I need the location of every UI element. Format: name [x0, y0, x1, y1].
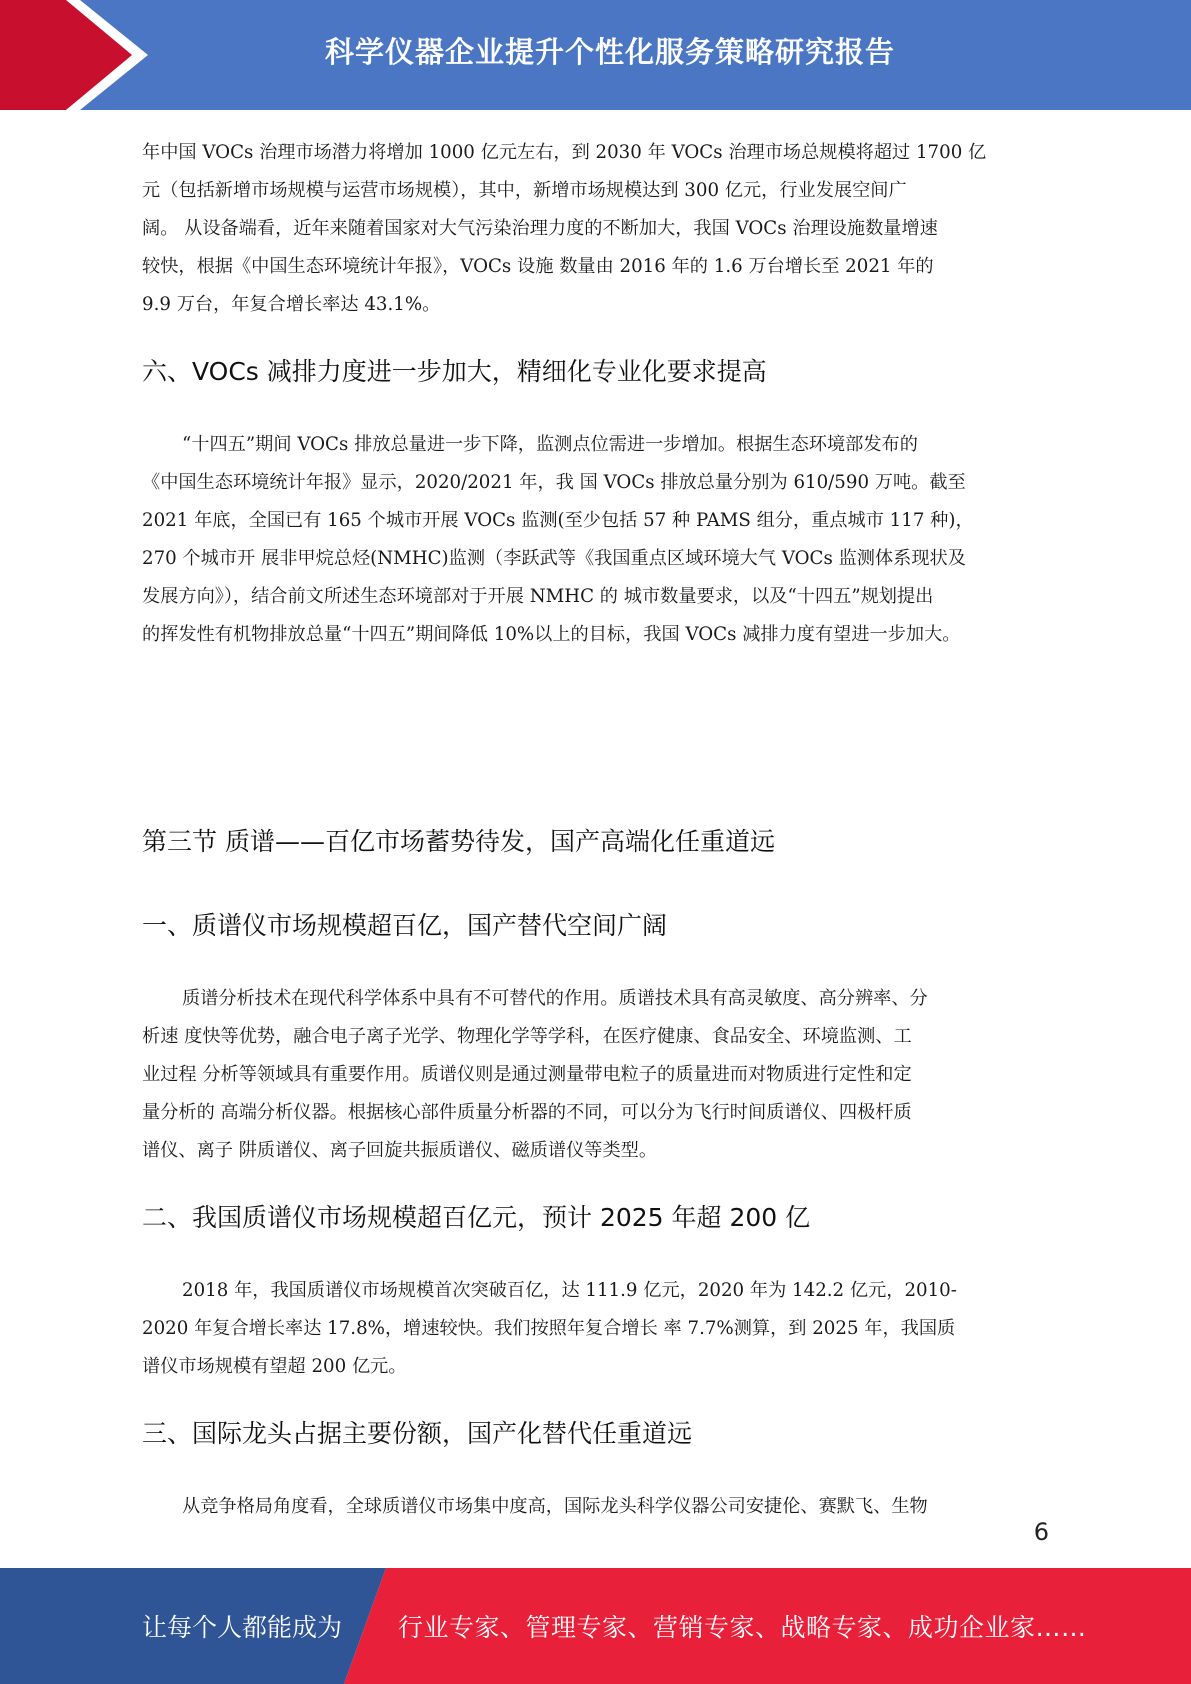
text-line: 量分析的 高端分析仪器。根据核心部件质量分析器的不同，可以分为飞行时间质谱仪、四极杆质: [142, 1102, 912, 1123]
section-heading: 三、国际龙头占据主要份额，国产化替代任重道远: [142, 1419, 693, 1448]
section-paragraph: [142, 1272, 1047, 1386]
text-line: 的挥发性有机物排放总量“十四五”期间降低 10%以上的目标，我国 VOCs 减排力度有望进一步加大。: [142, 624, 961, 645]
report-title: 科学仪器企业提升个性化服务策略研究报告: [324, 34, 895, 69]
text-line: 析速 度快等优势，融合电子离子光学、物理化学等学科，在医疗健康、食品安全、环境监测、工: [142, 1026, 912, 1047]
page-header: [0, 0, 1191, 110]
section-heading: 二、我国质谱仪市场规模超百亿元，预计 2025 年超 200 亿: [142, 1203, 811, 1232]
text-line: 元（包括新增市场规模与运营市场规模），其中，新增市场规模达到 300 亿元，行业发展空间广: [142, 180, 907, 201]
text-line: 2021 年底，全国已有 165 个城市开展 VOCs 监测(至少包括 57 种 PAMS 组分，重点城市 117 种)，: [142, 510, 974, 531]
text-line: 业过程 分析等领域具有重要作用。质谱仪则是通过测量带电粒子的质量进而对物质进行定性和定: [142, 1064, 912, 1085]
text-line: 9.9 万台，年复合增长率达 43.1%。: [142, 294, 441, 315]
text-line: 谱仪、离子 阱质谱仪、离子回旋共振质谱仪、磁质谱仪等类型。: [142, 1140, 658, 1161]
section-paragraph: [142, 426, 1047, 654]
intro-paragraph: [142, 134, 1047, 324]
text-line: 谱仪市场规模有望超 200 亿元。: [142, 1356, 407, 1377]
footer-slogan-right: 行业专家、管理专家、营销专家、战略专家、成功企业家……: [398, 1613, 1087, 1642]
text-line: “十四五”期间 VOCs 排放总量进一步下降，监测点位需进一步增加。根据生态环境部发布的: [182, 434, 918, 455]
text-line: 年中国 VOCs 治理市场潜力将增加 1000 亿元左右，到 2030 年 VOCs 治理市场总规模将超过 1700 亿: [142, 142, 987, 163]
text-line: 发展方向》），结合前文所述生态环境部对于开展 NMHC 的 城市数量要求，以及“十四五”规划提出: [142, 586, 934, 607]
section-paragraph: [142, 1488, 1047, 1526]
page-number: 6: [1033, 1518, 1049, 1546]
text-line: 2018 年，我国质谱仪市场规模首次突破百亿，达 111.9 亿元，2020 年为 142.2 亿元，2010-: [182, 1280, 957, 1301]
footer-slogan-left: 让每个人都能成为: [142, 1613, 343, 1642]
section-heading: 六、VOCs 减排力度进一步加大，精细化专业化要求提高: [142, 357, 767, 386]
chapter-title: 第三节 质谱——百亿市场蓄势待发，国产高端化任重道远: [142, 827, 775, 856]
text-line: 较快，根据《中国生态环境统计年报》，VOCs 设施 数量由 2016 年的 1.6 万台增长至 2021 年的: [142, 256, 934, 277]
text-line: 质谱分析技术在现代科学体系中具有不可替代的作用。质谱技术具有高灵敏度、高分辨率、分: [182, 988, 928, 1009]
text-line: 《中国生态环境统计年报》显示，2020/2021 年，我 国 VOCs 排放总量分别为 610/590 万吨。截至: [142, 472, 966, 493]
text-line: 从竞争格局角度看，全球质谱仪市场集中度高，国际龙头科学仪器公司安捷伦、赛默飞、生物: [182, 1496, 928, 1517]
section-paragraph: [142, 980, 1047, 1170]
section-heading: 一、质谱仪市场规模超百亿，国产替代空间广阔: [142, 911, 668, 940]
text-line: 270 个城市开 展非甲烷总烃(NMHC)监测（李跃武等《我国重点区域环境大气 VOCs 监测体系现状及: [142, 548, 966, 569]
header-arrow-decoration: [0, 0, 160, 110]
text-line: 2020 年复合增长率达 17.8%，增速较快。我们按照年复合增长 率 7.7%测算，到 2025 年，我国质: [142, 1318, 956, 1339]
page-footer: [0, 1568, 1191, 1684]
text-line: 阔。 从设备端看，近年来随着国家对大气污染治理力度的不断加大，我国 VOCs 治理设施数量增速: [142, 218, 938, 239]
